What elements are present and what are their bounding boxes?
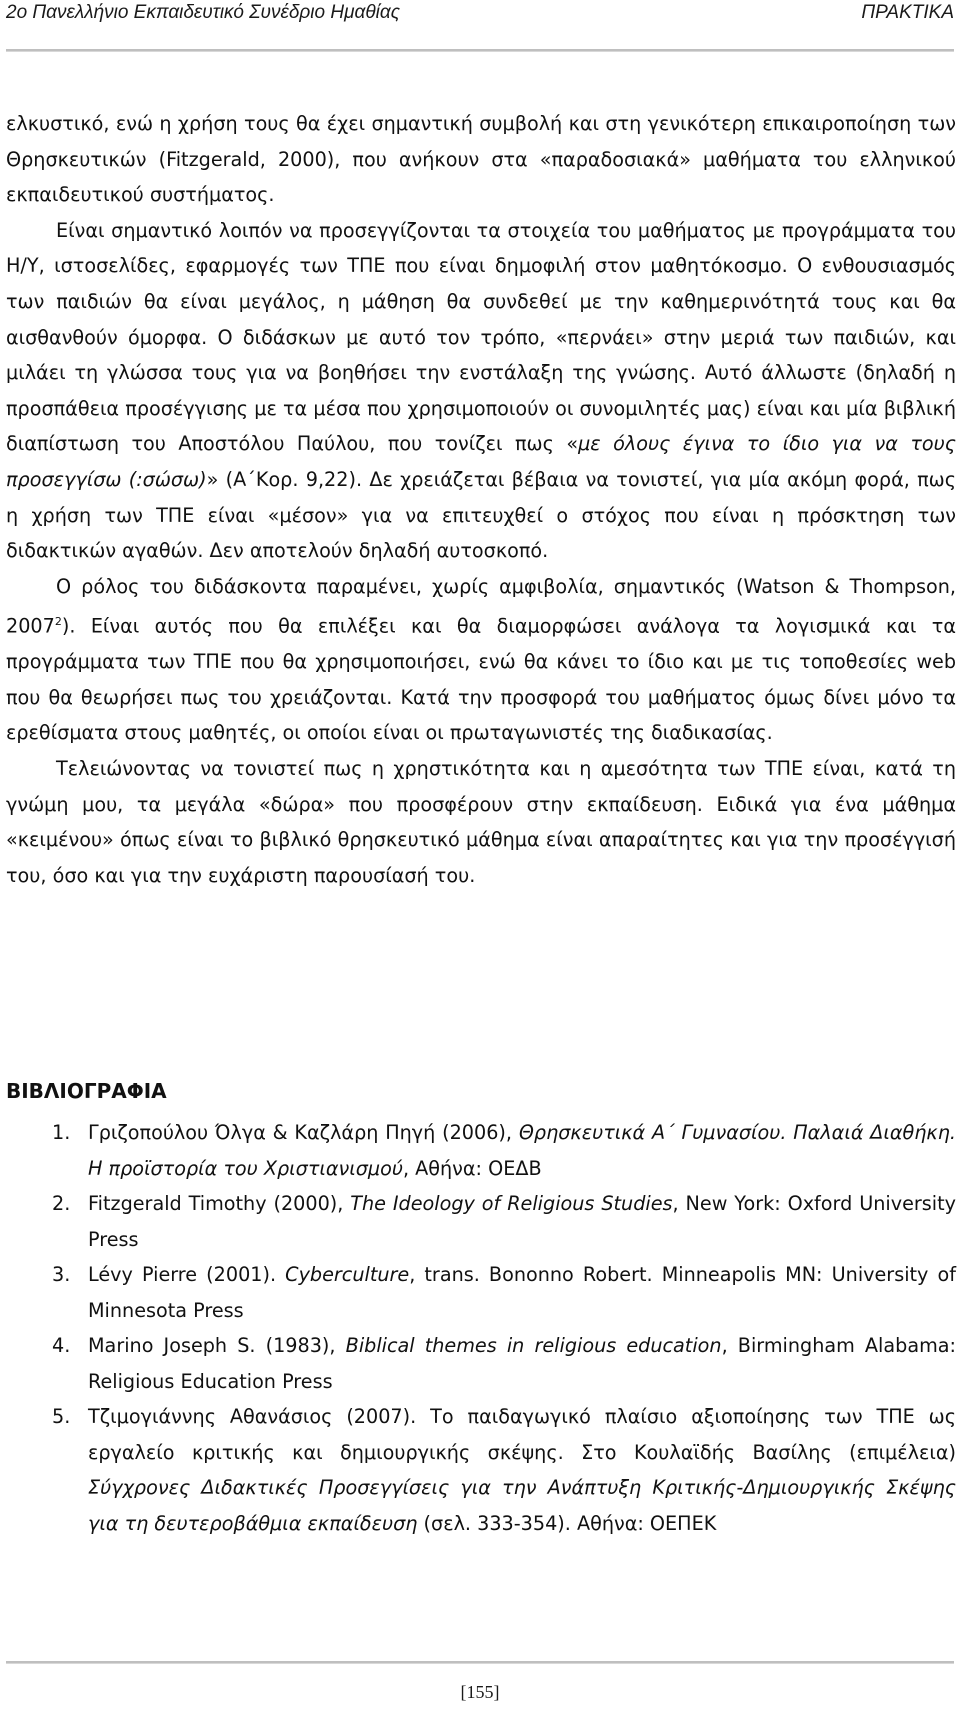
header-divider bbox=[6, 49, 954, 52]
footnote-marker: 2 bbox=[54, 615, 62, 629]
reference-author: Fitzgerald Timothy (2000), bbox=[88, 1192, 351, 1215]
reference-number: 2. bbox=[52, 1192, 71, 1215]
reference-number: 4. bbox=[52, 1334, 71, 1357]
reference-publisher: , Αθήνα: ΟΕΔΒ bbox=[402, 1156, 542, 1180]
reference-number: 5. bbox=[52, 1405, 71, 1428]
footer-divider bbox=[6, 1661, 954, 1664]
scripture-quote: με όλους έγινα το ίδιο για να τους προσεγγίσω (:σώσω) bbox=[6, 432, 956, 491]
reference-item bbox=[6, 1186, 956, 1257]
page-number: [155] bbox=[460, 1682, 500, 1702]
reference-item bbox=[6, 1328, 956, 1399]
running-header bbox=[6, 2, 954, 30]
reference-number: 3. bbox=[52, 1263, 71, 1286]
reference-title: Cyberculture bbox=[285, 1263, 410, 1286]
reference-item bbox=[6, 1115, 956, 1186]
reference-publisher: , New York: Oxford University Press bbox=[88, 1192, 956, 1251]
paragraph-3 bbox=[6, 569, 956, 751]
reference-item bbox=[6, 1399, 956, 1541]
paragraph-2-text-end: » (Α΄Κορ. 9,22). Δε χρειάζεται βέβαια να τονιστεί, για μία ακόμη φορά, πως η χρήση των ΤΠΕ είναι «μέσον» για να επιτευχθεί ο στόχος που είναι η πρόσκτηση των διδακτικών αγαθών. Δεν αποτελούν δηλαδή αυτοσκοπό. bbox=[6, 467, 956, 563]
section-label: ΠΡΑΚΤΙΚΑ bbox=[861, 2, 954, 23]
paragraph-2-text: Είναι σημαντικό λοιπόν να προσεγγίζονται τα στοιχεία του μαθήματος με προγράμματα του Η/Υ, ιστοσελίδες, εφαρμογές των ΤΠΕ που είναι δημοφιλή στον μαθητόκοσμο. Ο ενθουσιασμός των παιδιών θα είναι μεγάλος, η μάθηση θα συνδεθεί με την καθημερινότητά τους και θα αισθανθούν όμορφα. Ο διδάσκων με αυτό τον τρόπο, «περνάει» στην μεριά των παιδιών, και μιλάει τη γλώσσα τους για να βοηθήσει την ενστάλαξη της γνώσης. Αυτό άλλωστε (δηλαδή η προσπάθεια προσέγγισης με τα μέσα που χρησιμοποιούν οι συνομιλητές μας) είναι και μία βιβλική διαπίστωση του Αποστόλου Παύλου, που τονίζει πως « bbox=[6, 218, 956, 456]
reference-title: The Ideology of Religious Studies bbox=[350, 1192, 673, 1215]
bibliography-list bbox=[6, 1115, 956, 1541]
reference-title: Biblical themes in religious education bbox=[345, 1334, 722, 1357]
main-text bbox=[6, 106, 956, 893]
reference-publisher: (σελ. 333-354). Αθήνα: ΟΕΠΕΚ bbox=[417, 1511, 717, 1535]
reference-author: Lévy Pierre (2001). bbox=[88, 1263, 286, 1286]
paragraph-1: ελκυστικό, ενώ η χρήση τους θα έχει σημαντική συμβολή και στη γενικότερη επικαιροποίηση των Θρησκευτικών (Fitzgerald, 2000), που ανήκουν στα «παραδοσιακά» μαθήματα του ελληνικού εκπαιδευτικού συστήματος. bbox=[6, 112, 956, 207]
reference-title: Θρησκευτικά Α΄ Γυμνασίου. Παλαιά Διαθήκη. Η προϊστορία του Χριστιανισμού bbox=[88, 1121, 956, 1180]
paragraph-3-text-end: ). Είναι αυτός που θα επιλέξει και θα διαμορφώσει ανάλογα τα λογισμικά και τα προγράμματα των ΤΠΕ που θα χρησιμοποιήσει, ενώ θα κάνει το ίδιο και με τις τοποθεσίες web που θα θεωρήσει πως του χρειάζονται. Κατά την προσφορά του μαθήματος όμως δίνει μόνο τα ερεθίσματα στους μαθητές, οι οποίοι είναι οι πρωταγωνιστές της διαδικασίας. bbox=[6, 614, 956, 745]
reference-item bbox=[6, 1257, 956, 1328]
reference-author: Marino Joseph S. (1983), bbox=[88, 1334, 346, 1357]
reference-author: Γριζοπούλου Όλγα & Καζλάρη Πηγή (2006), bbox=[88, 1121, 519, 1144]
reference-number: 1. bbox=[52, 1121, 71, 1144]
paragraph-4: Τελειώνοντας να τονιστεί πως η χρηστικότητα και η αμεσότητα των ΤΠΕ είναι, κατά τη γνώμη μου, τα μεγάλα «δώρα» που προσφέρουν στην εκπαίδευση. Ειδικά για ένα μάθημα «κειμένου» όπως είναι το βιβλικό θρησκευτικό μάθημα είναι απαραίτητες και για την προσέγγισή του, όσο και για την ευχάριστη παρουσίασή του. bbox=[6, 757, 956, 887]
bibliography-heading: ΒΙΒΛΙΟΓΡΑΦΙΑ bbox=[6, 1079, 167, 1103]
paragraph-3-text: Ο ρόλος του διδάσκοντα παραμένει, χωρίς αμφιβολία, σημαντικός (Watson & Thompson, 2007 bbox=[6, 574, 956, 638]
paragraph-2 bbox=[6, 213, 956, 569]
reference-publisher: , trans. Bononno Robert. Minneapolis MN: University of Minnesota Press bbox=[88, 1263, 956, 1322]
conference-title: 2o Πανελλήνιο Εκπαιδευτικό Συνέδριο Ημαθίας bbox=[6, 2, 400, 23]
reference-title: Σύγχρονες Διδακτικές Προσεγγίσεις για την Ανάπτυξη Κριτικής-Δημιουργικής Σκέψης για τη δευτεροβάθμια εκπαίδευση bbox=[88, 1476, 956, 1535]
reference-publisher: , Birmingham Alabama: Religious Education Press bbox=[88, 1334, 956, 1393]
reference-author: Τζιμογιάννης Αθανάσιος (2007). Το παιδαγωγικό πλαίσιο αξιοποίησης των ΤΠΕ ως εργαλείο κριτικής και δημιουργικής σκέψης. Στο Κουλαϊδής Βασίλης (επιμέλεια) bbox=[88, 1405, 956, 1464]
